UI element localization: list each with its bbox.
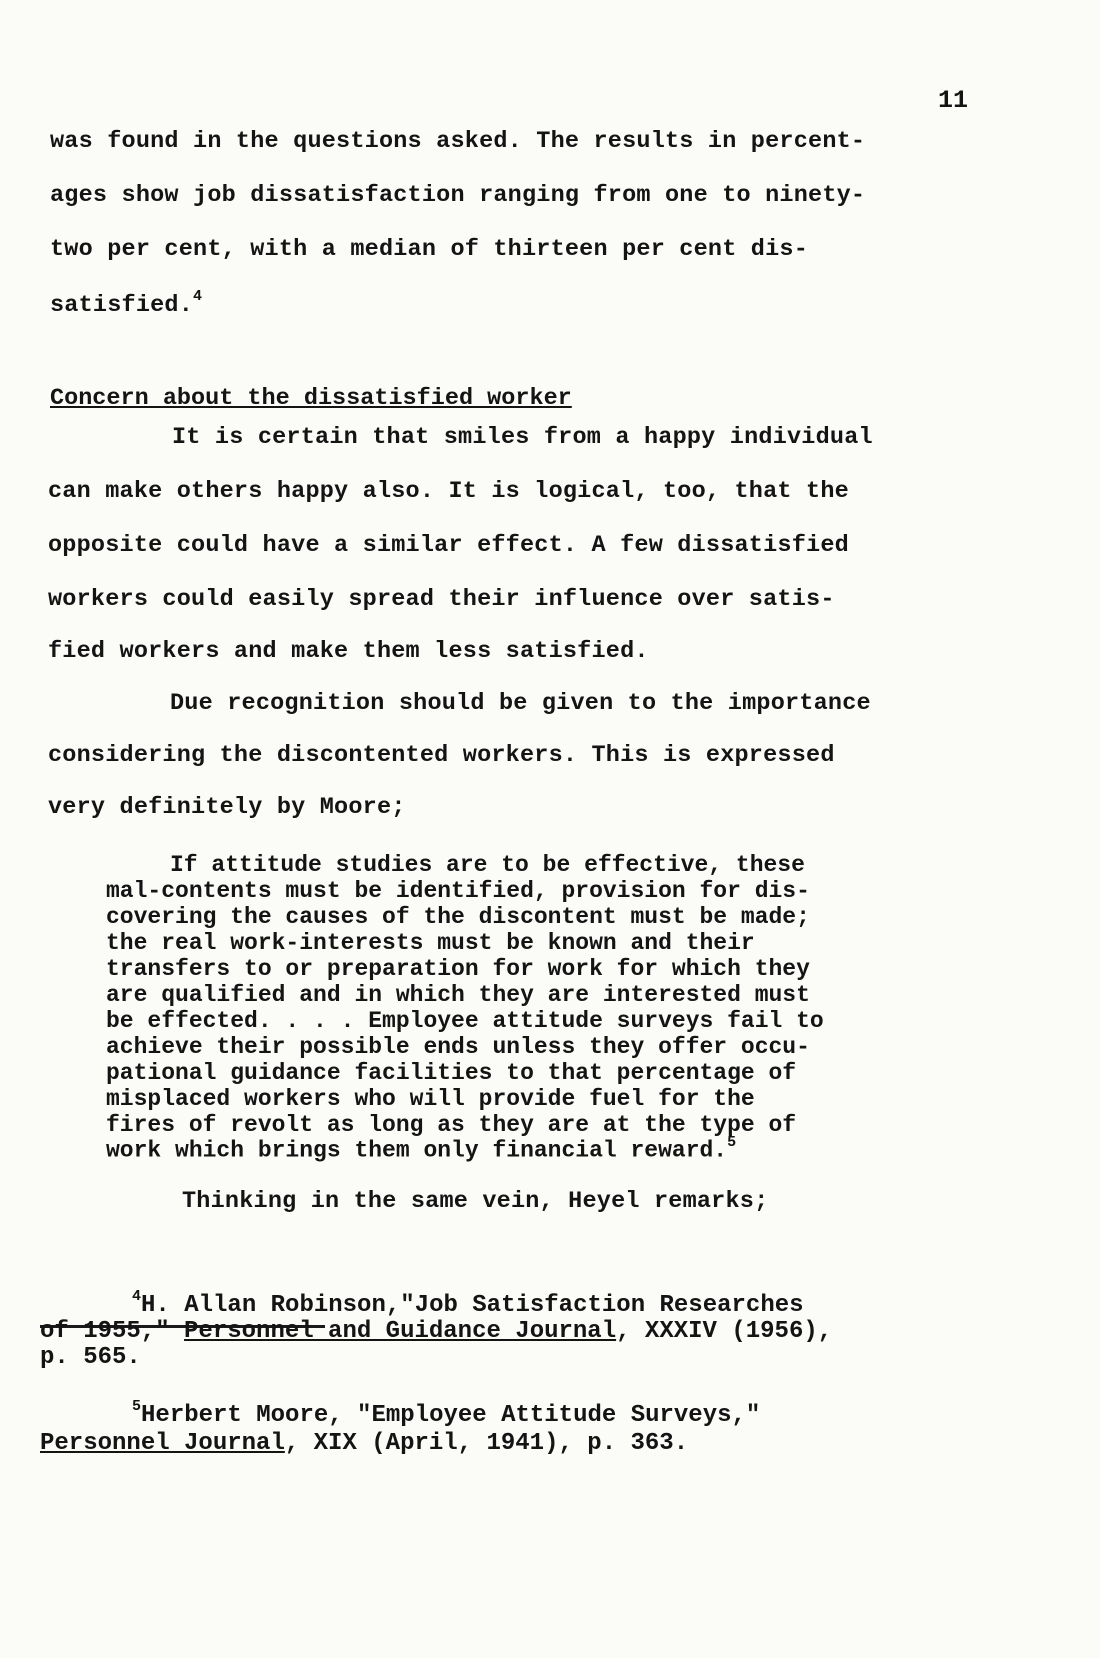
footnote-text: H. Allan Robinson,"Job Satisfaction Researches [141, 1292, 804, 1319]
footnote-4-line [132, 1290, 804, 1319]
quote-line: achieve their possible ends unless they offer occu- [106, 1034, 810, 1060]
quote-line: transfers to or preparation for work for which they [106, 956, 810, 982]
quote-line: covering the causes of the discontent must be made; [106, 904, 810, 930]
body-line: Thinking in the same vein, Heyel remarks; [182, 1188, 769, 1215]
quote-line: be effected. . . . Employee attitude surveys fail to [106, 1008, 824, 1034]
footnote-4-line [40, 1318, 832, 1345]
quote-line: misplaced workers who will provide fuel for the [106, 1086, 755, 1112]
quote-line [106, 1136, 736, 1164]
body-line: very definitely by Moore; [48, 794, 406, 821]
quote-line: If attitude studies are to be effective, these [170, 852, 805, 878]
footnote-ref-5: 5 [727, 1134, 737, 1151]
footnote-4-line: p. 565. [40, 1344, 141, 1371]
journal-title: Personnel Journal [40, 1430, 285, 1457]
footnote-ref-4: 4 [193, 288, 203, 305]
quote-line: pational guidance facilities to that percentage of [106, 1060, 797, 1086]
section-heading: Concern about the dissatisfied worker [50, 385, 572, 412]
body-line: two per cent, with a median of thirteen per cent dis- [50, 236, 809, 263]
page-number: 11 [938, 86, 969, 115]
quote-line: are qualified and in which they are interested must [106, 982, 810, 1008]
footnote-text: , XXXIV (1956), [616, 1318, 833, 1345]
footnote-mark: 5 [132, 1398, 142, 1415]
quote-text: work which brings them only financial reward. [106, 1137, 728, 1164]
quote-line: mal-contents must be identified, provision for dis- [106, 878, 810, 904]
body-line: can make others happy also. It is logical, too, that the [48, 478, 849, 505]
body-line: opposite could have a similar effect. A few dissatisfied [48, 532, 849, 559]
footnote-mark: 4 [132, 1288, 142, 1305]
body-line: Due recognition should be given to the importance [170, 690, 871, 717]
body-line: was found in the questions asked. The results in percent- [50, 128, 866, 155]
footnote-5-line [132, 1400, 760, 1429]
body-line: It is certain that smiles from a happy individual [172, 424, 873, 451]
body-line: ages show job dissatisfaction ranging from one to ninety- [50, 182, 866, 209]
quote-line: fires of revolt as long as they are at the type of [106, 1112, 797, 1138]
body-line: workers could easily spread their influence over satis- [48, 586, 835, 613]
body-line: fied workers and make them less satisfied. [48, 638, 649, 665]
quote-line: the real work-interests must be known and their [106, 930, 755, 956]
body-text: satisfied. [50, 291, 194, 319]
body-line [50, 290, 202, 319]
body-line: considering the discontented workers. This is expressed [48, 742, 835, 769]
footnote-text: , XIX (April, 1941), p. 363. [284, 1430, 689, 1457]
footnote-text: Herbert Moore, "Employee Attitude Surveys," [141, 1402, 761, 1429]
footnote-5-line [40, 1430, 688, 1457]
journal-title: Personnel and Guidance Journal [184, 1318, 617, 1345]
footnote-text: of 1955," [40, 1318, 185, 1345]
